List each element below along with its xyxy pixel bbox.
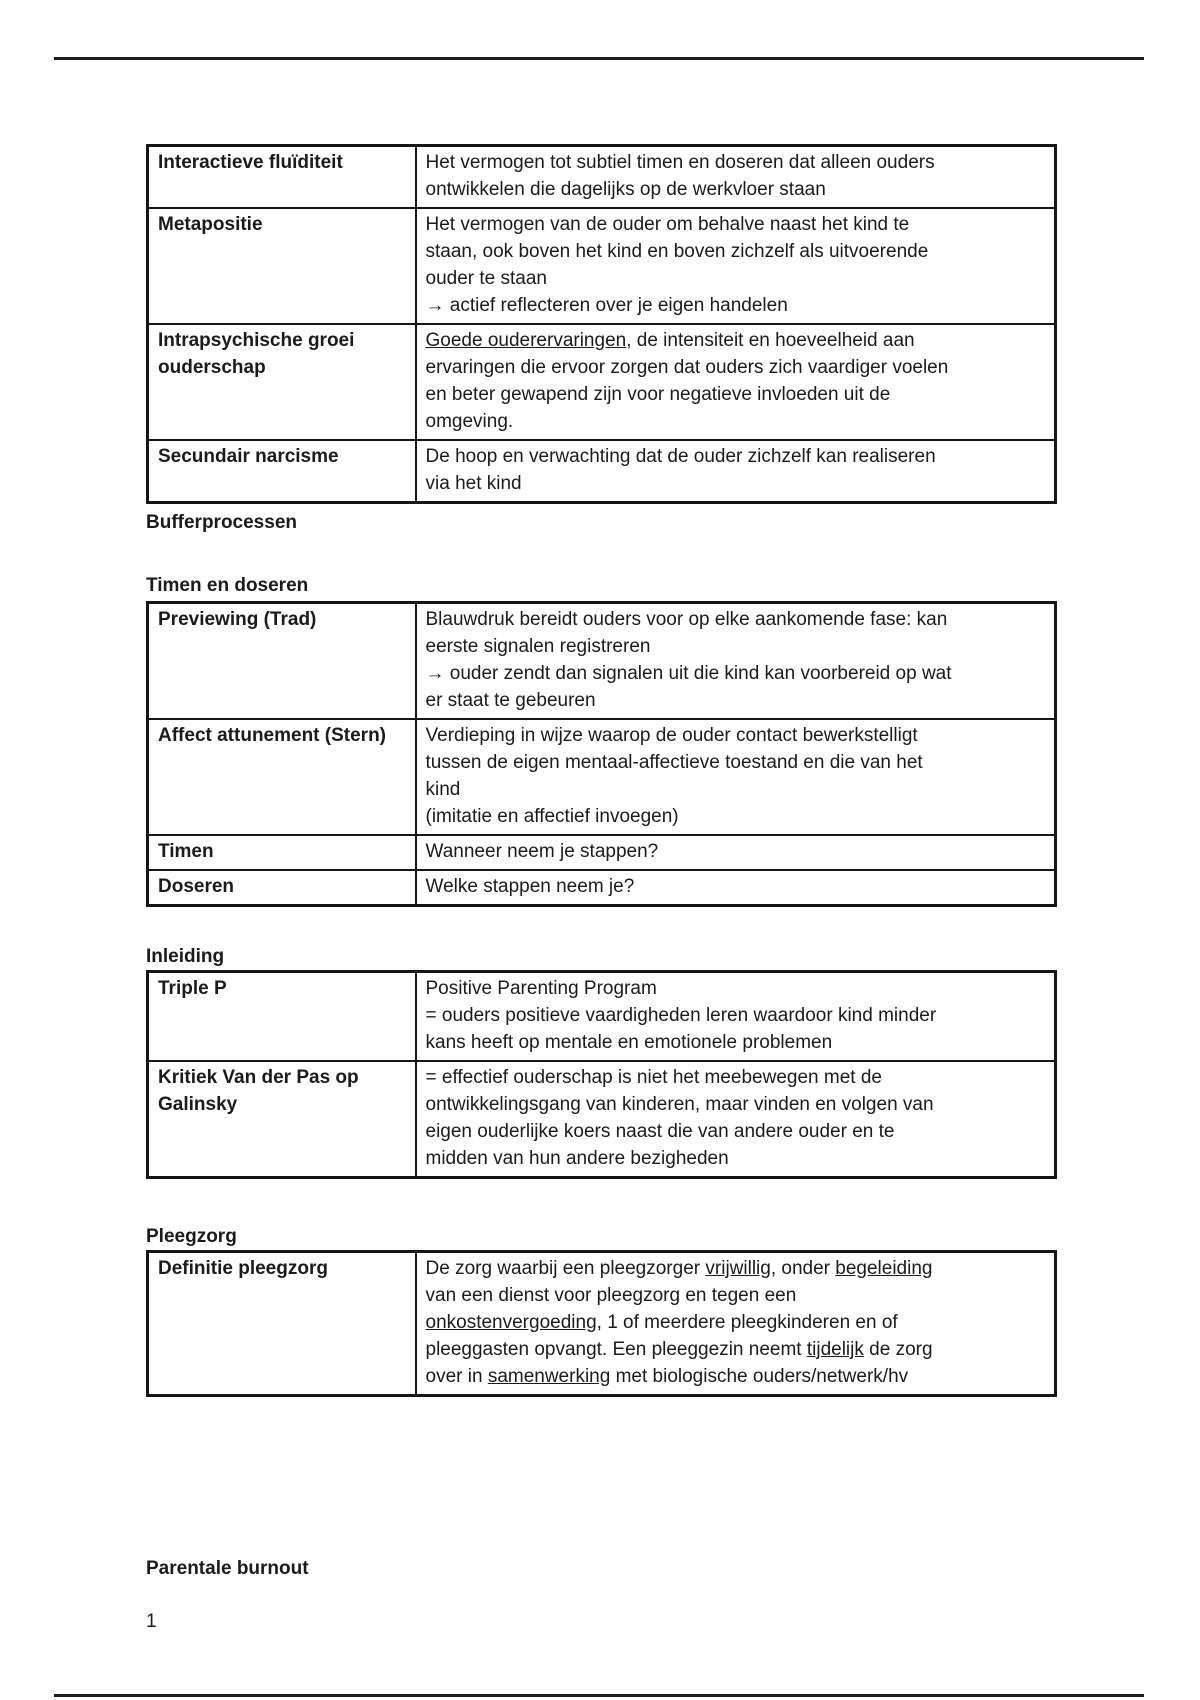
- definition-line: Blauwdruk bereidt ouders voor op elke aankomende fase: kan: [425, 609, 948, 630]
- plain-text: met biologische ouders/netwerk/hv: [610, 1366, 909, 1387]
- term-cell: Secundair narcisme: [148, 440, 416, 503]
- term-cell: Timen: [148, 835, 416, 870]
- definition-line: staan, ook boven het kind en boven zichzelf als uitvoerende: [425, 241, 929, 262]
- content-column: [146, 144, 1054, 1635]
- definition-line: kans heeft op mentale en emotionele problemen: [425, 1032, 833, 1053]
- plain-text: , de intensiteit en hoeveelheid aan: [626, 330, 915, 351]
- definition-line: omgeving.: [425, 411, 514, 432]
- definition-cell: [416, 208, 1056, 324]
- term-cell: Metapositie: [148, 208, 416, 324]
- definition-line: Welke stappen neem je?: [425, 876, 635, 897]
- definition-line-arrow: → ouder zendt dan signalen uit die kind kan voorbereid op wat: [425, 663, 952, 684]
- table-row: [148, 972, 1056, 1062]
- definition-table-timen-en-doseren: [146, 601, 1057, 907]
- definition-line: Wanneer neem je stappen?: [425, 841, 659, 862]
- definition-line: [426, 1309, 1046, 1336]
- definition-cell: [416, 1061, 1056, 1178]
- underlined-text: Goede ouderervaringen: [425, 330, 627, 351]
- definition-cell: [416, 603, 1056, 720]
- page-number: 1: [146, 1611, 157, 1632]
- definition-cell: [416, 324, 1056, 440]
- definition-line: eigen ouderlijke koers naast die van andere ouder en te: [425, 1121, 895, 1142]
- heading-bufferprocessen: Bufferprocessen: [146, 512, 297, 533]
- definition-table-inleiding: [146, 970, 1057, 1179]
- definition-cell: [416, 870, 1056, 906]
- definition-line: ontwikkelen die dagelijks op de werkvloer staan: [425, 179, 826, 200]
- term-cell: Doseren: [148, 870, 416, 906]
- underlined-text: onkostenvergoeding,: [425, 1312, 602, 1333]
- definition-cell: [416, 835, 1056, 870]
- definition-line: midden van hun andere bezigheden: [425, 1148, 729, 1169]
- term-cell: Definitie pleegzorg: [148, 1252, 416, 1396]
- definition-line: ouder te staan: [425, 268, 547, 289]
- table-row: [148, 719, 1056, 835]
- definition-cell: [416, 1252, 1056, 1396]
- definition-line: eerste signalen registreren: [425, 636, 651, 657]
- table-row: [148, 835, 1056, 870]
- table-row: [148, 870, 1056, 906]
- definition-table-ouderschap: [146, 144, 1057, 504]
- definition-line: van een dienst voor pleegzorg en tegen een: [425, 1285, 797, 1306]
- definition-line: via het kind: [425, 473, 522, 494]
- definition-line: kind: [425, 779, 461, 800]
- table-row: [148, 324, 1056, 440]
- heading-inleiding: Inleiding: [146, 946, 225, 967]
- term-cell: Previewing (Trad): [148, 603, 416, 720]
- plain-text: onder: [776, 1258, 836, 1279]
- definition-line-arrow: → actief reflecteren over je eigen handelen: [425, 295, 788, 316]
- definition-line: ontwikkelingsgang van kinderen, maar vinden en volgen van: [425, 1094, 934, 1115]
- underlined-text: samenwerking: [487, 1366, 611, 1387]
- table-row: [148, 208, 1056, 324]
- heading-parentale-burnout: Parentale burnout: [146, 1558, 309, 1579]
- definition-table-pleegzorg: [146, 1250, 1057, 1397]
- table-row: [148, 1252, 1056, 1396]
- definition-cell: [416, 972, 1056, 1062]
- definition-line: De hoop en verwachting dat de ouder zichzelf kan realiseren: [425, 446, 936, 467]
- definition-line: [426, 327, 1046, 354]
- term-cell: Intrapsychische groei ouderschap: [148, 324, 416, 440]
- definition-line: Verdieping in wijze waarop de ouder contact bewerkstelligt: [425, 725, 918, 746]
- table-row: [148, 603, 1056, 720]
- table-row: [148, 440, 1056, 503]
- plain-text: over in: [425, 1366, 488, 1387]
- underlined-text: tijdelijk: [806, 1339, 864, 1360]
- plain-text: de zorg: [863, 1339, 933, 1360]
- definition-line: [426, 1336, 1046, 1363]
- heading-pleegzorg: Pleegzorg: [146, 1226, 237, 1247]
- definition-line: Het vermogen van de ouder om behalve naast het kind te: [425, 214, 910, 235]
- definition-cell: [416, 719, 1056, 835]
- definition-line: Positive Parenting Program: [425, 978, 657, 999]
- term-cell: Interactieve fluïditeit: [148, 146, 416, 209]
- term-cell: Kritiek Van der Pas op Galinsky: [148, 1061, 416, 1178]
- definition-line: (imitatie en affectief invoegen): [425, 806, 679, 827]
- term-cell: Affect attunement (Stern): [148, 719, 416, 835]
- page-bottom-rule: [54, 1694, 1144, 1697]
- plain-text: pleeggasten opvangt. Een pleeggezin neemt: [425, 1339, 807, 1360]
- definition-line: = effectief ouderschap is niet het meebewegen met de: [425, 1067, 882, 1088]
- definition-line: [426, 1255, 1046, 1282]
- definition-line: Het vermogen tot subtiel timen en doseren dat alleen ouders: [425, 152, 935, 173]
- underlined-text: vrijwillig,: [705, 1258, 777, 1279]
- table-row: [148, 1061, 1056, 1178]
- page-top-rule: [54, 57, 1144, 60]
- definition-line: tussen de eigen mentaal-affectieve toestand en die van het: [425, 752, 923, 773]
- definition-line: ervaringen die ervoor zorgen dat ouders zich vaardiger voelen: [425, 357, 949, 378]
- definition-line: [426, 1363, 1046, 1390]
- definition-line: = ouders positieve vaardigheden leren waardoor kind minder: [425, 1005, 937, 1026]
- definition-cell: [416, 440, 1056, 503]
- term-cell: Triple P: [148, 972, 416, 1062]
- table-row: [148, 146, 1056, 209]
- plain-text: 1 of meerdere pleegkinderen en of: [601, 1312, 898, 1333]
- definition-line: er staat te gebeuren: [425, 690, 596, 711]
- underlined-text: begeleiding: [835, 1258, 933, 1279]
- plain-text: De zorg waarbij een pleegzorger: [425, 1258, 706, 1279]
- heading-timen-en-doseren: Timen en doseren: [146, 575, 309, 596]
- definition-line: en beter gewapend zijn voor negatieve invloeden uit de: [425, 384, 891, 405]
- definition-cell: [416, 146, 1056, 209]
